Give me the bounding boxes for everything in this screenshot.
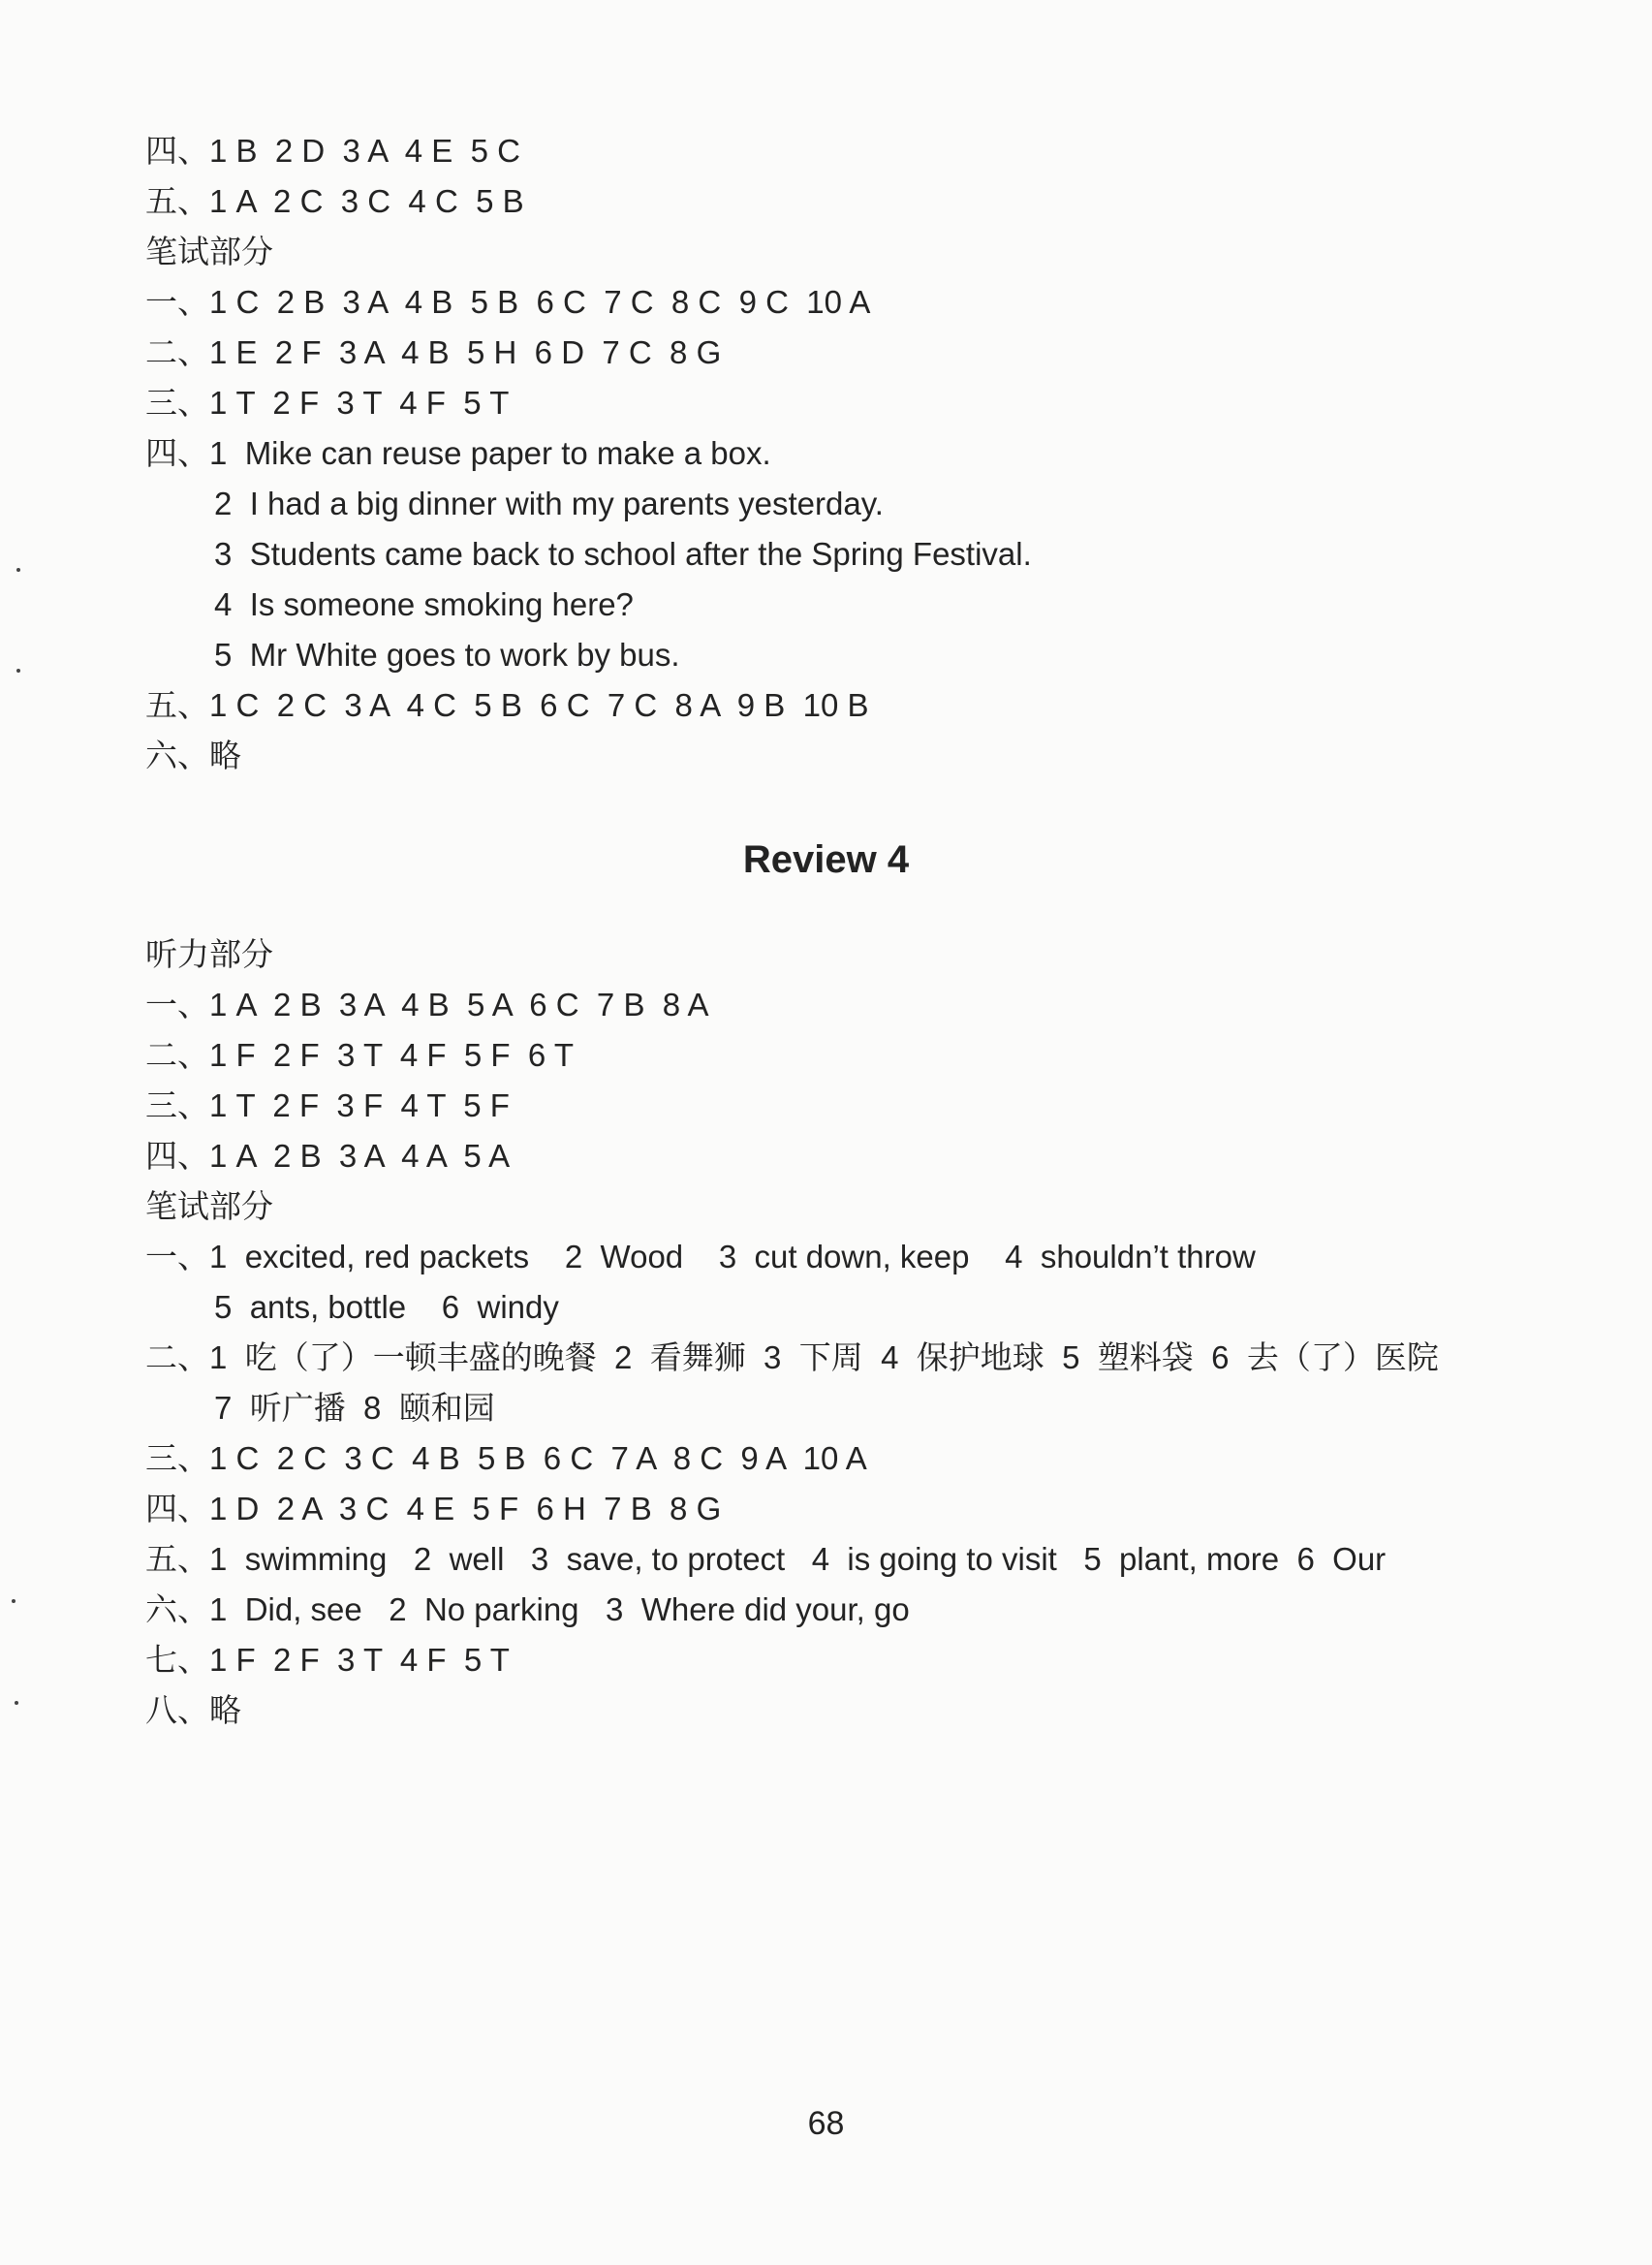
section-heading-written: 笔试部分 [145,233,273,270]
scan-speck [15,1701,18,1705]
answer-line: 三、1 C 2 C 3 C 4 B 5 B 6 C 7 A 8 C 9 A 10 A [145,1440,867,1476]
answer-line: 7 听广播 8 颐和园 [214,1390,495,1426]
answer-line: 一、1 A 2 B 3 A 4 B 5 A 6 C 7 B 8 A [145,987,709,1022]
answer-line: 二、1 吃（了）一顿丰盛的晚餐 2 看舞狮 3 下周 4 保护地球 5 塑料袋 6 去（了）医院 [145,1339,1439,1375]
answer-line: 八、略 [145,1692,241,1728]
answer-line: 七、1 F 2 F 3 T 4 F 5 T [145,1642,510,1678]
answer-line: 五、1 A 2 C 3 C 4 C 5 B [145,183,524,219]
answer-line: 5 Mr White goes to work by bus. [214,637,680,673]
answer-line: 三、1 T 2 F 3 T 4 F 5 T [145,385,510,421]
answer-line: 四、1 A 2 B 3 A 4 A 5 A [145,1138,511,1174]
answer-line: 2 I had a big dinner with my parents yesterday. [214,486,884,521]
answer-line: 五、1 swimming 2 well 3 save, to protect 4 is going to visit 5 plant, more 6 Our [145,1541,1387,1577]
section-heading-written: 笔试部分 [145,1187,273,1225]
scan-speck [16,669,20,673]
scan-speck [16,568,20,572]
answer-line: 5 ants, bottle 6 windy [214,1289,559,1325]
answer-line: 一、1 excited, red packets 2 Wood 3 cut down, keep 4 shouldn’t throw [145,1239,1256,1274]
answer-line: 二、1 E 2 F 3 A 4 B 5 H 6 D 7 C 8 G [145,334,722,370]
answer-line: 四、1 Mike can reuse paper to make a box. [145,435,771,471]
answer-line: 六、1 Did, see 2 No parking 3 Where did your, go [145,1591,910,1627]
scan-speck [12,1599,16,1603]
answer-line: 4 Is someone smoking here? [214,586,634,622]
answer-line: 三、1 T 2 F 3 F 4 T 5 F [145,1087,510,1123]
answer-line: 五、1 C 2 C 3 A 4 C 5 B 6 C 7 C 8 A 9 B 10 B [145,687,869,723]
answer-line: 3 Students came back to school after the Spring Festival. [214,536,1032,572]
answer-line: 四、1 B 2 D 3 A 4 E 5 C [145,133,521,169]
answer-line: 六、略 [145,738,241,773]
answer-line: 四、1 D 2 A 3 C 4 E 5 F 6 H 7 B 8 G [145,1491,722,1526]
review-title: Review 4 [742,838,910,881]
page-number: 68 [807,2105,845,2142]
answer-line: 二、1 F 2 F 3 T 4 F 5 F 6 T [145,1037,574,1073]
answer-line: 一、1 C 2 B 3 A 4 B 5 B 6 C 7 C 8 C 9 C 10 A [145,284,871,320]
section-heading-listening: 听力部分 [145,935,273,973]
